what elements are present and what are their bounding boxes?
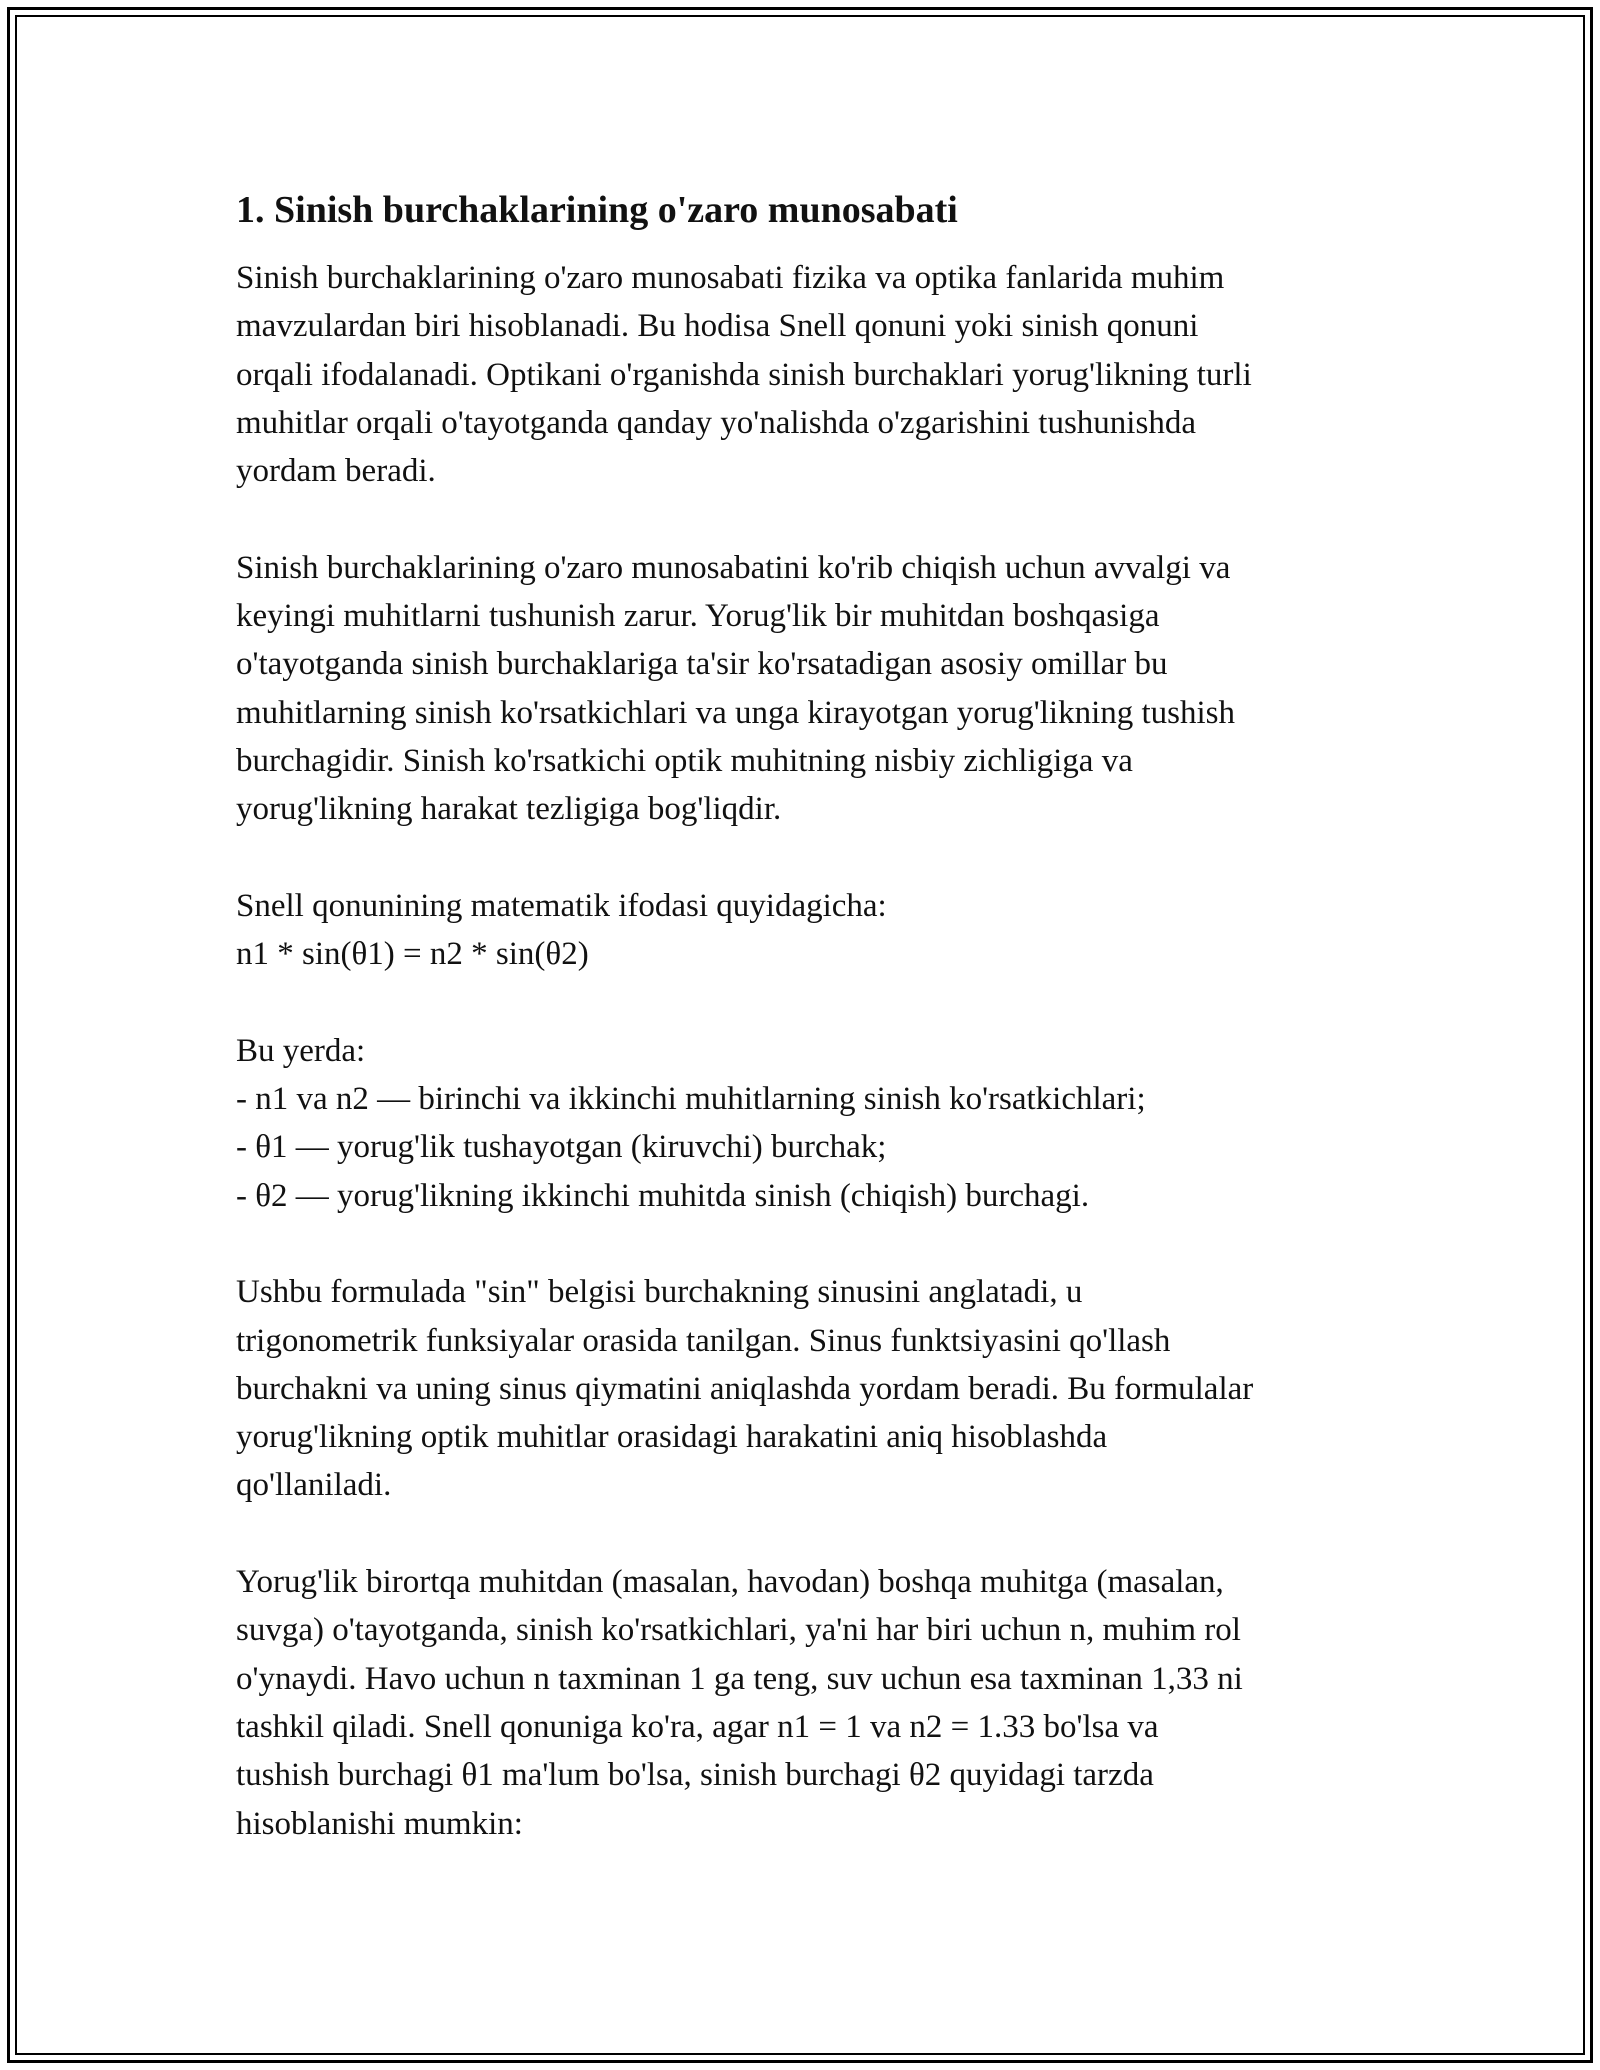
- list-item: - θ2 — yorug'likning ikkinchi muhitda sinish (chiqish) burchagi.: [236, 1177, 1090, 1214]
- paragraph-definitions: [236, 1027, 1396, 1220]
- text-line: orqali ifodalanadi. Optikani o'rganishda sinish burchaklari yorug'likning turli: [236, 356, 1252, 393]
- text-line: yordam beradi.: [236, 453, 436, 490]
- paragraph-media: [236, 544, 1396, 834]
- text-line: suvga) o'tayotganda, sinish ko'rsatkichlari, ya'ni har biri uchun n, muhim rol: [236, 1612, 1241, 1649]
- text-line: yorug'likning harakat tezligiga bog'liqdir.: [236, 791, 782, 828]
- text-line: Sinish burchaklarining o'zaro munosabati fizika va optika fanlarida muhim: [236, 260, 1225, 296]
- text-line: mavzulardan biri hisoblanadi. Bu hodisa Snell qonuni yoki sinish qonuni: [236, 308, 1199, 345]
- formula-line: n1 * sin(θ1) = n2 * sin(θ2): [236, 936, 589, 973]
- text-line: qo'llaniladi.: [236, 1467, 392, 1504]
- text-line: hisoblanishi mumkin:: [236, 1805, 523, 1842]
- text-line: muhitlarning sinish ko'rsatkichlari va unga kirayotgan yorug'likning tushish: [236, 694, 1236, 731]
- text-line: Bu yerda:: [236, 1032, 366, 1069]
- text-line: o'ynaydi. Havo uchun n taxminan 1 ga teng, suv uchun esa taxminan 1,33 ni: [236, 1660, 1243, 1697]
- text-line: burchakni va uning sinus qiymatini aniqlashda yordam beradi. Bu formulalar: [236, 1370, 1254, 1407]
- paragraph-example: [236, 1558, 1396, 1848]
- list-item: - n1 va n2 — birinchi va ikkinchi muhitlarning sinish ko'rsatkichlari;: [236, 1081, 1146, 1118]
- paragraph-intro: [236, 254, 1396, 495]
- text-line: trigonometrik funksiyalar orasida tanilgan. Sinus funktsiyasini qo'llash: [236, 1322, 1171, 1359]
- text-line: Ushbu formulada "sin" belgisi burchakning sinusini anglatadi, u: [236, 1274, 1083, 1311]
- paragraph-formula: [236, 882, 1396, 979]
- text-line: Snell qonunining matematik ifodasi quyidagicha:: [236, 887, 887, 924]
- text-line: yorug'likning optik muhitlar orasidagi harakatini aniq hisoblashda: [236, 1419, 1108, 1456]
- document-body: [236, 186, 1396, 1896]
- text-line: burchagidir. Sinish ko'rsatkichi optik muhitning nisbiy zichligiga va: [236, 742, 1133, 779]
- text-line: tushish burchagi θ1 ma'lum bo'lsa, sinish burchagi θ2 quyidagi tarzda: [236, 1757, 1154, 1794]
- paragraph-sine: [236, 1268, 1396, 1509]
- list-item: - θ1 — yorug'lik tushayotgan (kiruvchi) burchak;: [236, 1129, 887, 1166]
- text-line: Yorug'lik birortqa muhitdan (masalan, havodan) boshqa muhitga (masalan,: [236, 1564, 1224, 1601]
- text-line: muhitlar orqali o'tayotganda qanday yo'nalishda o'zgarishini tushunishda: [236, 404, 1196, 441]
- text-line: o'tayotganda sinish burchaklariga ta'sir ko'rsatadigan asosiy omillar bu: [236, 646, 1168, 683]
- section-heading: 1. Sinish burchaklarining o'zaro munosabati: [236, 189, 958, 231]
- text-line: tashkil qiladi. Snell qonuniga ko'ra, agar n1 = 1 va n2 = 1.33 bo'lsa va: [236, 1708, 1159, 1745]
- text-line: Sinish burchaklarining o'zaro munosabatini ko'rib chiqish uchun avvalgi va: [236, 549, 1231, 586]
- text-line: keyingi muhitlarni tushunish zarur. Yorug'lik bir muhitdan boshqasiga: [236, 598, 1160, 635]
